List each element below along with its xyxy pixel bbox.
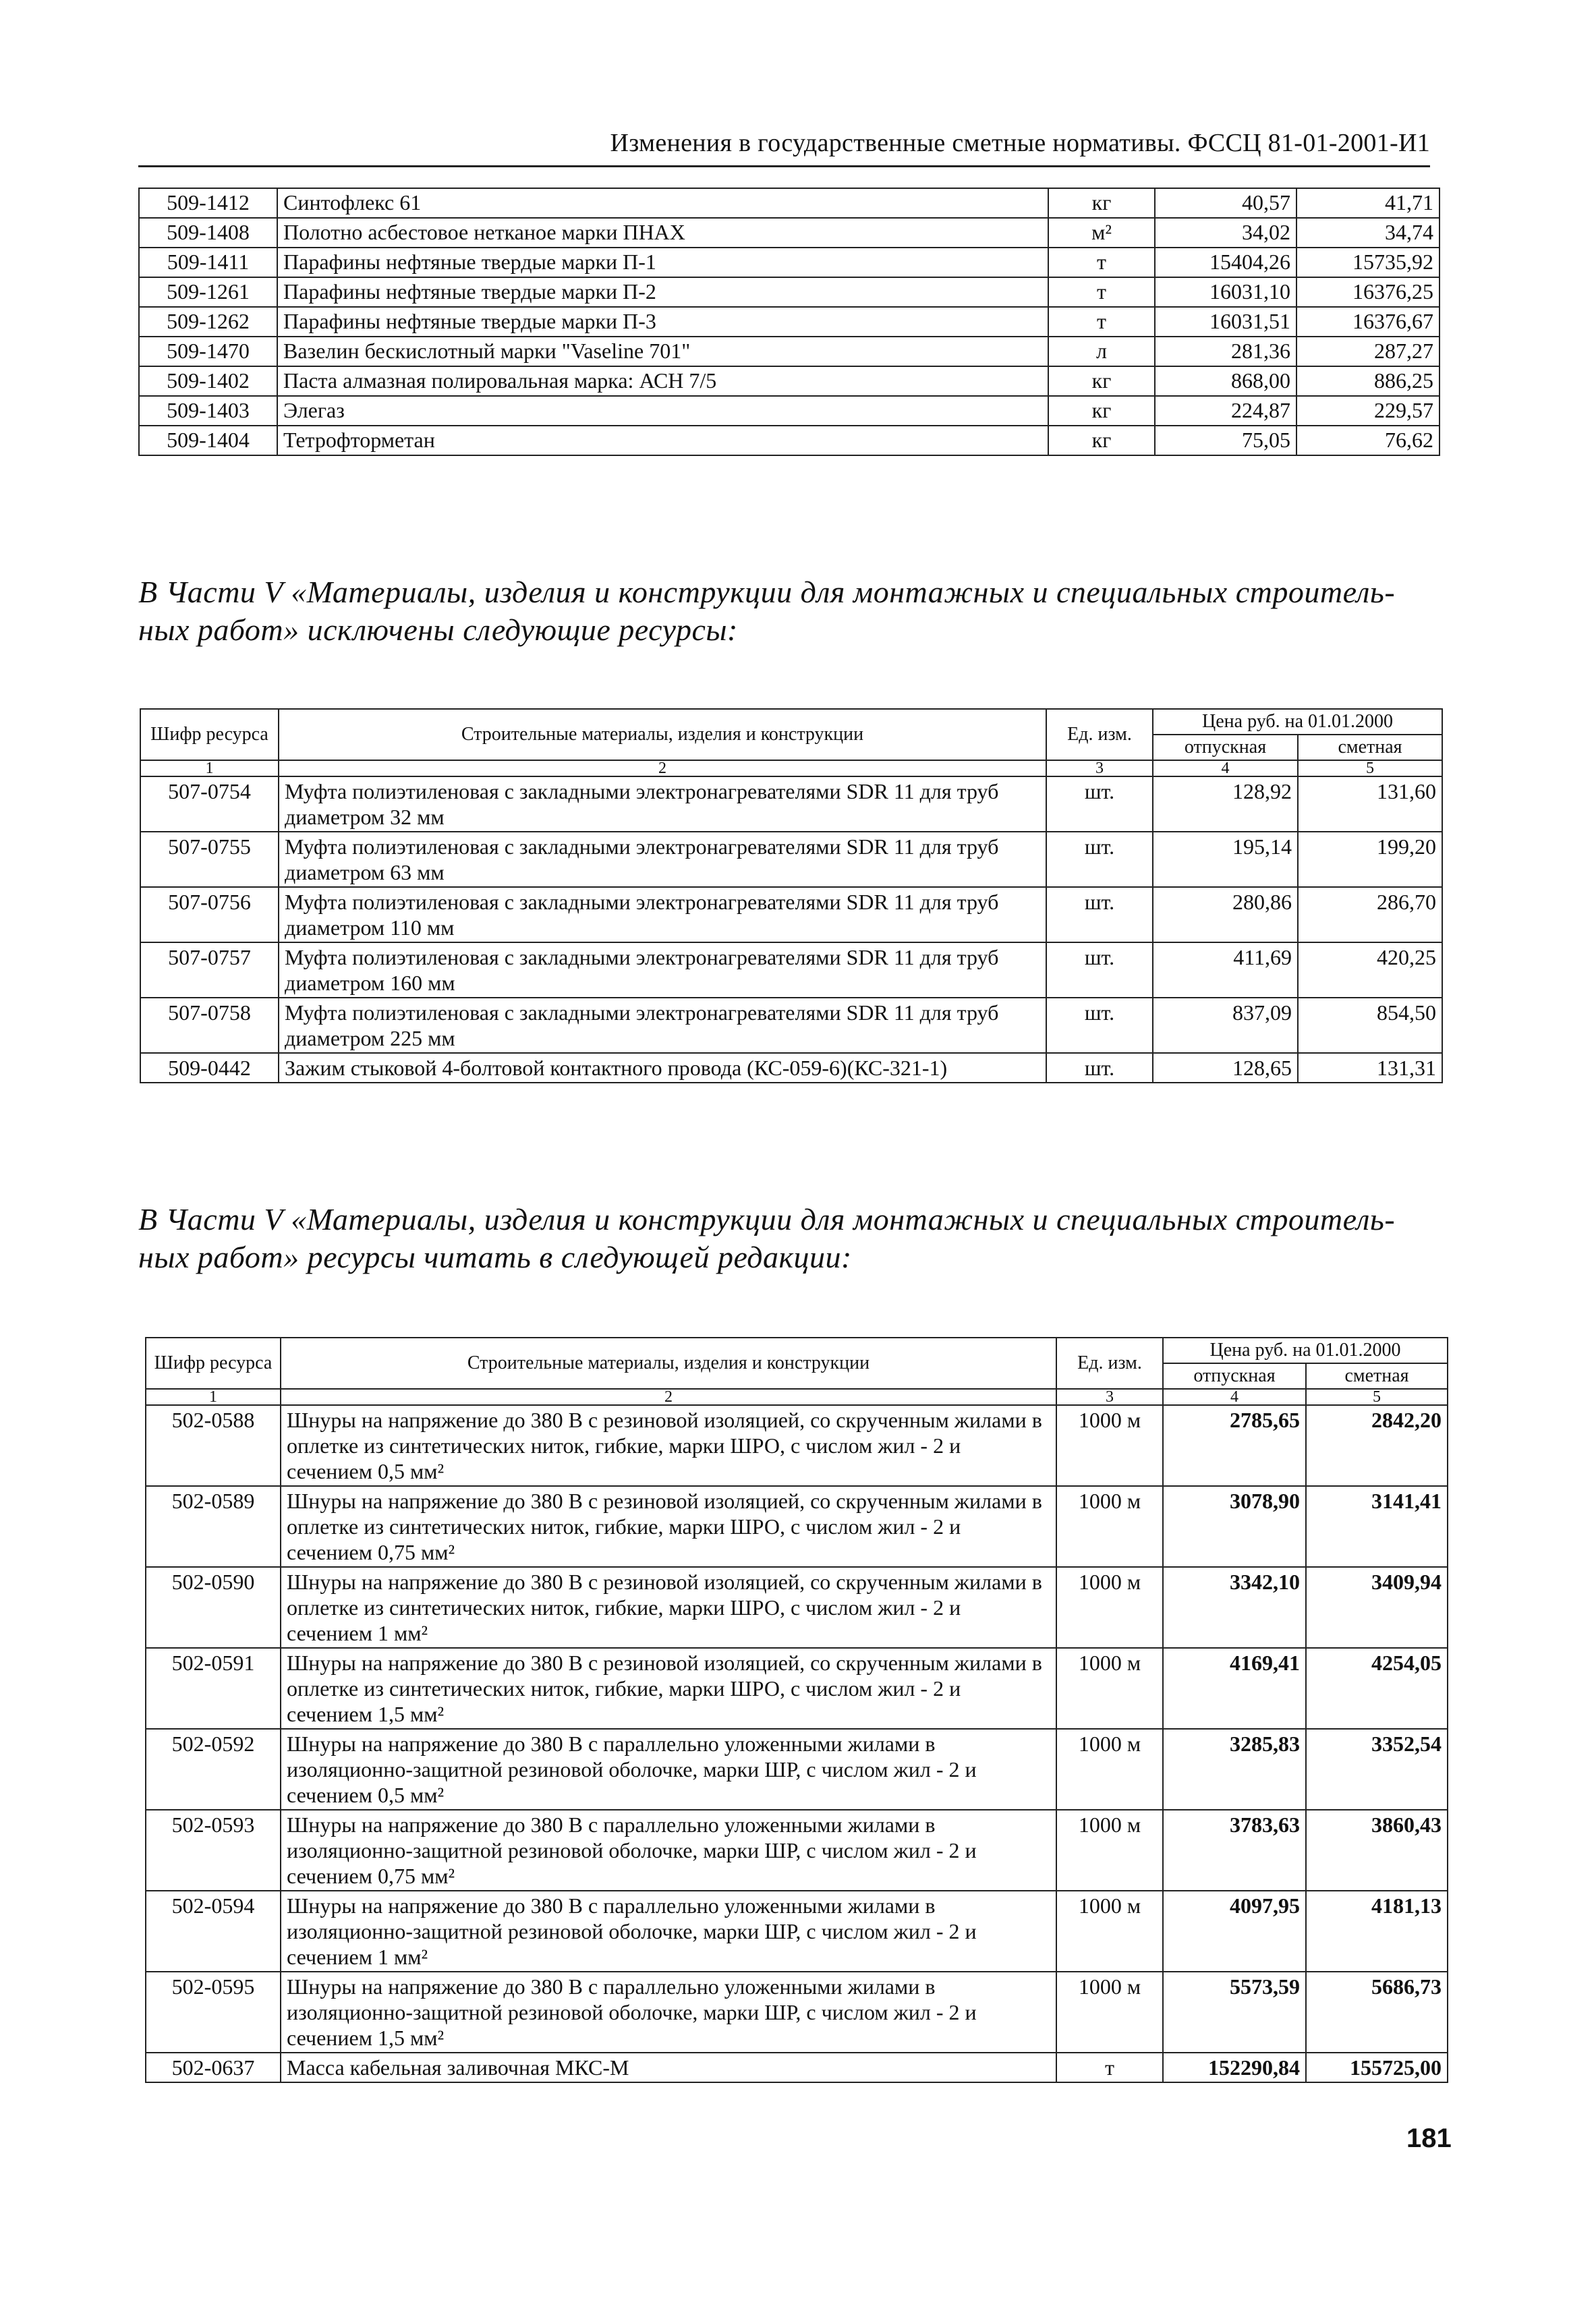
- resource-code-cell: 509-1411: [139, 248, 277, 277]
- release-price-cell: 195,14: [1153, 832, 1298, 887]
- unit-cell: кг: [1048, 366, 1155, 396]
- resource-name-cell: Полотно асбестовое нетканое марки ПНАХ: [277, 218, 1048, 248]
- table-excluded-body: [140, 776, 1442, 1083]
- estimate-price-cell: 41,71: [1296, 188, 1440, 218]
- resource-name-cell: Парафины нефтяные твердые марки П-2: [277, 277, 1048, 307]
- resource-name-cell: Шнуры на напряжение до 380 В с параллельно уложенными жилами в изоляционно-защитной резиновой оболочке, марки ШР, с числом жил - 2 и сечением 0,5 мм²: [281, 1729, 1056, 1810]
- table-row: [139, 218, 1440, 248]
- unit-cell: 1000 м: [1056, 1729, 1163, 1810]
- unit-cell: шт.: [1046, 832, 1153, 887]
- unit-cell: 1000 м: [1056, 1810, 1163, 1891]
- estimate-price-cell: 420,25: [1298, 942, 1442, 998]
- resource-code-cell: 509-1402: [139, 366, 277, 396]
- col-header-release: отпускная: [1153, 735, 1298, 760]
- resource-name-cell: Парафины нефтяные твердые марки П-3: [277, 307, 1048, 337]
- resource-code-cell: 502-0590: [146, 1567, 281, 1648]
- release-price-cell: 75,05: [1155, 426, 1296, 455]
- table-row: [140, 832, 1442, 887]
- resource-name-cell: Тетрофторметан: [277, 426, 1048, 455]
- unit-cell: шт.: [1046, 942, 1153, 998]
- estimate-price-cell: 5686,73: [1306, 1972, 1448, 2053]
- resource-code-cell: 502-0593: [146, 1810, 281, 1891]
- table-row: [140, 998, 1442, 1053]
- estimate-price-cell: 287,27: [1296, 337, 1440, 366]
- resource-code-cell: 509-0442: [140, 1053, 279, 1083]
- resource-name-cell: Шнуры на напряжение до 380 В с параллельно уложенными жилами в изоляционно-защитной резиновой оболочке, марки ШР, с числом жил - 2 и сечением 1 мм²: [281, 1891, 1056, 1972]
- col-number: 5: [1298, 760, 1442, 776]
- unit-cell: 1000 м: [1056, 1648, 1163, 1729]
- table-row: [140, 887, 1442, 942]
- resource-code-cell: 509-1408: [139, 218, 277, 248]
- table-revised-resources: [145, 1337, 1448, 2083]
- estimate-price-cell: 286,70: [1298, 887, 1442, 942]
- resource-name-cell: Муфта полиэтиленовая с закладными электронагревателями SDR 11 для труб диаметром 225 мм: [279, 998, 1046, 1053]
- table-continued: [138, 188, 1440, 456]
- release-price-cell: 281,36: [1155, 337, 1296, 366]
- unit-cell: 1000 м: [1056, 1405, 1163, 1486]
- estimate-price-cell: 3409,94: [1306, 1567, 1448, 1648]
- section-intro-revised: В Части V «Материалы, изделия и конструкции для монтажных и специальных строитель-ных работ» ресурсы читать в следующей редакции:: [138, 1202, 1396, 1274]
- table-row: [146, 1486, 1448, 1567]
- col-number: 2: [281, 1389, 1056, 1405]
- estimate-price-cell: 131,60: [1298, 776, 1442, 832]
- resource-name-cell: Зажим стыковой 4-болтовой контактного провода (КС-059-6)(КС-321-1): [279, 1053, 1046, 1083]
- release-price-cell: 40,57: [1155, 188, 1296, 218]
- unit-cell: т: [1048, 248, 1155, 277]
- unit-cell: т: [1048, 307, 1155, 337]
- unit-cell: кг: [1048, 188, 1155, 218]
- resource-code-cell: 507-0758: [140, 998, 279, 1053]
- resource-name-cell: Муфта полиэтиленовая с закладными электронагревателями SDR 11 для труб диаметром 160 мм: [279, 942, 1046, 998]
- unit-cell: м²: [1048, 218, 1155, 248]
- resource-code-cell: 502-0591: [146, 1648, 281, 1729]
- unit-cell: кг: [1048, 396, 1155, 426]
- unit-cell: л: [1048, 337, 1155, 366]
- resource-code-cell: 507-0757: [140, 942, 279, 998]
- unit-cell: шт.: [1046, 1053, 1153, 1083]
- col-header-code: Шифр ресурса: [146, 1338, 281, 1389]
- release-price-cell: 16031,51: [1155, 307, 1296, 337]
- resource-name-cell: Элегаз: [277, 396, 1048, 426]
- page-header: Изменения в государственные сметные нормативы. ФССЦ 81-01-2001-И1: [610, 129, 1430, 157]
- table-continued-body: [139, 188, 1440, 455]
- resource-name-cell: Муфта полиэтиленовая с закладными электронагревателями SDR 11 для труб диаметром 32 мм: [279, 776, 1046, 832]
- table-excluded-resources: [140, 708, 1443, 1083]
- col-number: 2: [279, 760, 1046, 776]
- table-row: [146, 1729, 1448, 1810]
- release-price-cell: 411,69: [1153, 942, 1298, 998]
- estimate-price-cell: 76,62: [1296, 426, 1440, 455]
- resource-code-cell: 502-0589: [146, 1486, 281, 1567]
- table-row: [140, 776, 1442, 832]
- table-row: [146, 1567, 1448, 1648]
- table-row: [139, 396, 1440, 426]
- release-price-cell: 3078,90: [1163, 1486, 1306, 1567]
- unit-cell: т: [1048, 277, 1155, 307]
- release-price-cell: 3285,83: [1163, 1729, 1306, 1810]
- resource-code-cell: 509-1262: [139, 307, 277, 337]
- estimate-price-cell: 16376,25: [1296, 277, 1440, 307]
- unit-cell: т: [1056, 2053, 1163, 2082]
- unit-cell: 1000 м: [1056, 1567, 1163, 1648]
- table-row: [139, 426, 1440, 455]
- resource-code-cell: 502-0594: [146, 1891, 281, 1972]
- release-price-cell: 5573,59: [1163, 1972, 1306, 2053]
- resource-name-cell: Паста алмазная полировальная марка: АСН 7/5: [277, 366, 1048, 396]
- resource-code-cell: 507-0755: [140, 832, 279, 887]
- resource-name-cell: Шнуры на напряжение до 380 В с параллельно уложенными жилами в изоляционно-защитной резиновой оболочке, марки ШР, с числом жил - 2 и сечением 1,5 мм²: [281, 1972, 1056, 2053]
- col-number: 4: [1153, 760, 1298, 776]
- resource-code-cell: 507-0756: [140, 887, 279, 942]
- release-price-cell: 34,02: [1155, 218, 1296, 248]
- estimate-price-cell: 199,20: [1298, 832, 1442, 887]
- estimate-price-cell: 854,50: [1298, 998, 1442, 1053]
- resource-name-cell: Синтофлекс 61: [277, 188, 1048, 218]
- table-row: [146, 1972, 1448, 2053]
- table-revised-body: [146, 1405, 1448, 2082]
- estimate-price-cell: 229,57: [1296, 396, 1440, 426]
- col-header-price: Цена руб. на 01.01.2000: [1163, 1338, 1448, 1363]
- table-row: [139, 337, 1440, 366]
- estimate-price-cell: 34,74: [1296, 218, 1440, 248]
- table-row: [146, 2053, 1448, 2082]
- resource-name-cell: Шнуры на напряжение до 380 В с параллельно уложенными жилами в изоляционно-защитной резиновой оболочке, марки ШР, с числом жил - 2 и сечением 0,75 мм²: [281, 1810, 1056, 1891]
- unit-cell: кг: [1048, 426, 1155, 455]
- estimate-price-cell: 4254,05: [1306, 1648, 1448, 1729]
- resource-name-cell: Масса кабельная заливочная МКС-М: [281, 2053, 1056, 2082]
- col-number: 3: [1046, 760, 1153, 776]
- resource-code-cell: 509-1412: [139, 188, 277, 218]
- col-number: 4: [1163, 1389, 1306, 1405]
- unit-cell: 1000 м: [1056, 1486, 1163, 1567]
- resource-code-cell: 502-0588: [146, 1405, 281, 1486]
- col-header-code: Шифр ресурса: [140, 709, 279, 760]
- table-row: [139, 188, 1440, 218]
- resource-code-cell: 502-0592: [146, 1729, 281, 1810]
- release-price-cell: 128,65: [1153, 1053, 1298, 1083]
- table-row: [139, 366, 1440, 396]
- release-price-cell: 280,86: [1153, 887, 1298, 942]
- release-price-cell: 4169,41: [1163, 1648, 1306, 1729]
- col-header-release: отпускная: [1163, 1363, 1306, 1389]
- table-row: [146, 1810, 1448, 1891]
- estimate-price-cell: 3860,43: [1306, 1810, 1448, 1891]
- col-header-price: Цена руб. на 01.01.2000: [1153, 709, 1442, 735]
- col-header-unit: Ед. изм.: [1046, 709, 1153, 760]
- unit-cell: 1000 м: [1056, 1972, 1163, 2053]
- release-price-cell: 837,09: [1153, 998, 1298, 1053]
- col-number: 1: [140, 760, 279, 776]
- estimate-price-cell: 155725,00: [1306, 2053, 1448, 2082]
- unit-cell: 1000 м: [1056, 1891, 1163, 1972]
- release-price-cell: 16031,10: [1155, 277, 1296, 307]
- resource-name-cell: Шнуры на напряжение до 380 В с резиновой изоляцией, со скрученным жилами в оплетке из синтетических ниток, гибкие, марки ШРО, с числом жил - 2 и сечением 0,5 мм²: [281, 1405, 1056, 1486]
- col-number: 5: [1306, 1389, 1448, 1405]
- release-price-cell: 868,00: [1155, 366, 1296, 396]
- col-header-name: Строительные материалы, изделия и конструкции: [281, 1338, 1056, 1389]
- release-price-cell: 15404,26: [1155, 248, 1296, 277]
- estimate-price-cell: 3352,54: [1306, 1729, 1448, 1810]
- table-row: [146, 1405, 1448, 1486]
- release-price-cell: 2785,65: [1163, 1405, 1306, 1486]
- estimate-price-cell: 4181,13: [1306, 1891, 1448, 1972]
- resource-name-cell: Вазелин бескислотный марки "Vaseline 701": [277, 337, 1048, 366]
- resource-name-cell: Шнуры на напряжение до 380 В с резиновой изоляцией, со скрученным жилами в оплетке из синтетических ниток, гибкие, марки ШРО, с числом жил - 2 и сечением 1,5 мм²: [281, 1648, 1056, 1729]
- col-number: 3: [1056, 1389, 1163, 1405]
- resource-name-cell: Муфта полиэтиленовая с закладными электронагревателями SDR 11 для труб диаметром 63 мм: [279, 832, 1046, 887]
- estimate-price-cell: 886,25: [1296, 366, 1440, 396]
- table-row: [146, 1891, 1448, 1972]
- col-header-unit: Ед. изм.: [1056, 1338, 1163, 1389]
- section-intro-excluded: В Части V «Материалы, изделия и конструкции для монтажных и специальных строитель-ных работ» исключены следующие ресурсы:: [138, 575, 1396, 647]
- resource-name-cell: Муфта полиэтиленовая с закладными электронагревателями SDR 11 для труб диаметром 110 мм: [279, 887, 1046, 942]
- table-row: [140, 942, 1442, 998]
- table-row: [139, 277, 1440, 307]
- unit-cell: шт.: [1046, 998, 1153, 1053]
- release-price-cell: 3342,10: [1163, 1567, 1306, 1648]
- unit-cell: шт.: [1046, 887, 1153, 942]
- estimate-price-cell: 3141,41: [1306, 1486, 1448, 1567]
- estimate-price-cell: 2842,20: [1306, 1405, 1448, 1486]
- estimate-price-cell: 16376,67: [1296, 307, 1440, 337]
- resource-code-cell: 502-0595: [146, 1972, 281, 2053]
- resource-code-cell: 509-1404: [139, 426, 277, 455]
- table-row: [146, 1648, 1448, 1729]
- unit-cell: шт.: [1046, 776, 1153, 832]
- col-header-estimate: сметная: [1306, 1363, 1448, 1389]
- page-number: 181: [1406, 2123, 1452, 2153]
- table-row: [139, 307, 1440, 337]
- resource-code-cell: 509-1261: [139, 277, 277, 307]
- resource-name-cell: Шнуры на напряжение до 380 В с резиновой изоляцией, со скрученным жилами в оплетке из синтетических ниток, гибкие, марки ШРО, с числом жил - 2 и сечением 0,75 мм²: [281, 1486, 1056, 1567]
- resource-name-cell: Шнуры на напряжение до 380 В с резиновой изоляцией, со скрученным жилами в оплетке из синтетических ниток, гибкие, марки ШРО, с числом жил - 2 и сечением 1 мм²: [281, 1567, 1056, 1648]
- estimate-price-cell: 15735,92: [1296, 248, 1440, 277]
- release-price-cell: 152290,84: [1163, 2053, 1306, 2082]
- estimate-price-cell: 131,31: [1298, 1053, 1442, 1083]
- col-header-estimate: сметная: [1298, 735, 1442, 760]
- col-number: 1: [146, 1389, 281, 1405]
- resource-code-cell: 509-1470: [139, 337, 277, 366]
- resource-code-cell: 509-1403: [139, 396, 277, 426]
- col-header-name: Строительные материалы, изделия и конструкции: [279, 709, 1046, 760]
- resource-code-cell: 502-0637: [146, 2053, 281, 2082]
- resource-name-cell: Парафины нефтяные твердые марки П-1: [277, 248, 1048, 277]
- table-row: [139, 248, 1440, 277]
- table-row: [140, 1053, 1442, 1083]
- release-price-cell: 3783,63: [1163, 1810, 1306, 1891]
- release-price-cell: 128,92: [1153, 776, 1298, 832]
- release-price-cell: 4097,95: [1163, 1891, 1306, 1972]
- header-divider: [138, 165, 1430, 167]
- resource-code-cell: 507-0754: [140, 776, 279, 832]
- release-price-cell: 224,87: [1155, 396, 1296, 426]
